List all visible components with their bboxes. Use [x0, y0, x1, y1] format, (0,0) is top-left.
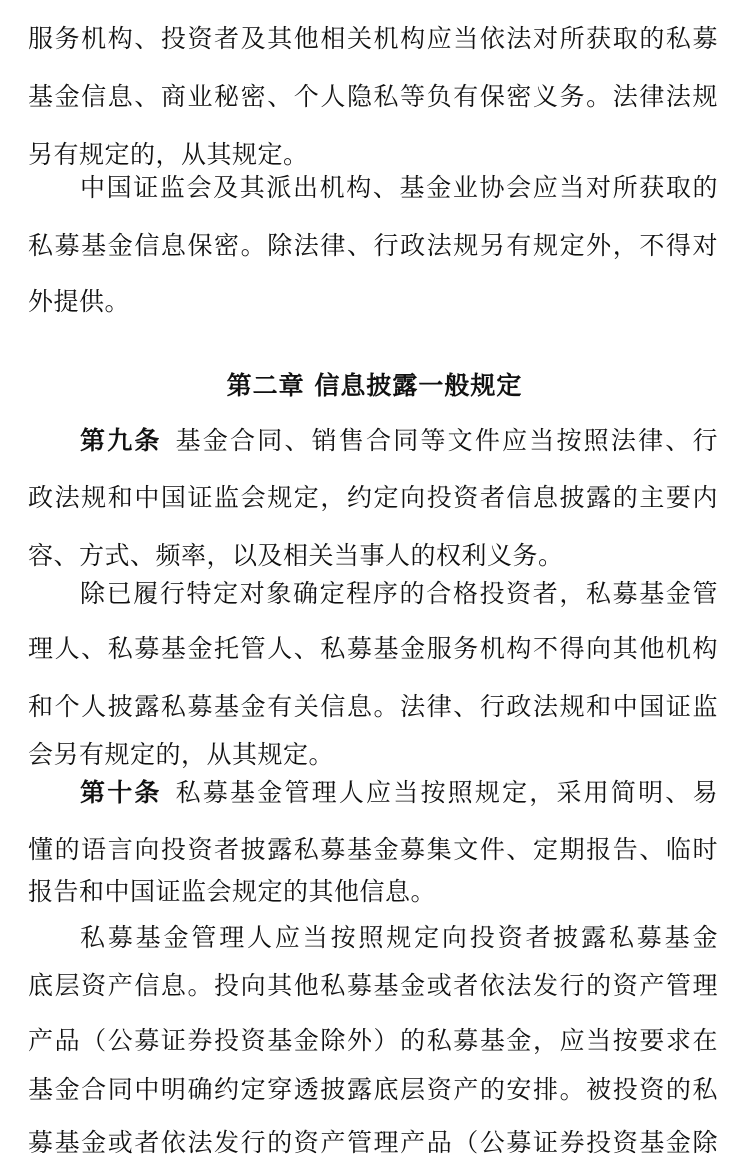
paragraph-2-line-1: 中国证监会及其派出机构、基金业协会应当对所获取的 [80, 173, 718, 202]
article-9-label: 第九条 [80, 426, 162, 455]
paragraph-1-line-1: 服务机构、投资者及其他相关机构应当依法对所获取的私募 [28, 24, 718, 53]
paragraph-6-line-5: 募基金或者依法发行的资产管理产品（公募证券投资基金除 [28, 1128, 718, 1157]
paragraph-6-line-3: 产品（公募证券投资基金除外）的私募基金，应当按要求在 [28, 1026, 718, 1055]
article-10-label: 第十条 [80, 778, 162, 807]
paragraph-1-line-2: 基金信息、商业秘密、个人隐私等负有保密义务。法律法规 [28, 82, 718, 111]
paragraph-2-line-2: 私募基金信息保密。除法律、行政法规另有规定外，不得对 [28, 231, 718, 260]
article-10-line-1 [80, 775, 718, 811]
paragraph-4-line-3: 和个人披露私募基金有关信息。法律、行政法规和中国证监 [28, 692, 718, 721]
article-9-line-2: 政法规和中国证监会规定，约定向投资者信息披露的主要内 [28, 483, 718, 512]
paragraph-4-line-2: 理人、私募基金托管人、私募基金服务机构不得向其他机构 [28, 634, 718, 663]
article-9-text-1: 基金合同、销售合同等文件应当按照法律、行 [175, 426, 718, 455]
article-10-text-1: 私募基金管理人应当按照规定，采用简明、易 [175, 778, 718, 807]
article-9-line-3: 容、方式、频率，以及相关当事人的权利义务。 [28, 541, 564, 570]
article-10-line-3: 报告和中国证监会规定的其他信息。 [28, 877, 437, 906]
paragraph-1-line-3: 另有规定的，从其规定。 [28, 140, 309, 169]
paragraph-6-line-2: 底层资产信息。投向其他私募基金或者依法发行的资产管理 [28, 971, 718, 1000]
paragraph-2-line-3: 外提供。 [28, 287, 131, 316]
paragraph-6-line-4: 基金合同中明确约定穿透披露底层资产的安排。被投资的私 [28, 1075, 718, 1104]
chapter-title: 第二章 信息披露一般规定 [226, 371, 523, 400]
paragraph-4-line-1: 除已履行特定对象确定程序的合格投资者，私募基金管 [80, 579, 718, 608]
article-10-line-2: 懂的语言向投资者披露私募基金募集文件、定期报告、临时 [28, 835, 718, 864]
article-9-line-1 [80, 423, 718, 459]
paragraph-6-line-1: 私募基金管理人应当按照规定向投资者披露私募基金 [80, 923, 718, 952]
paragraph-4-line-4: 会另有规定的，从其规定。 [28, 740, 335, 769]
